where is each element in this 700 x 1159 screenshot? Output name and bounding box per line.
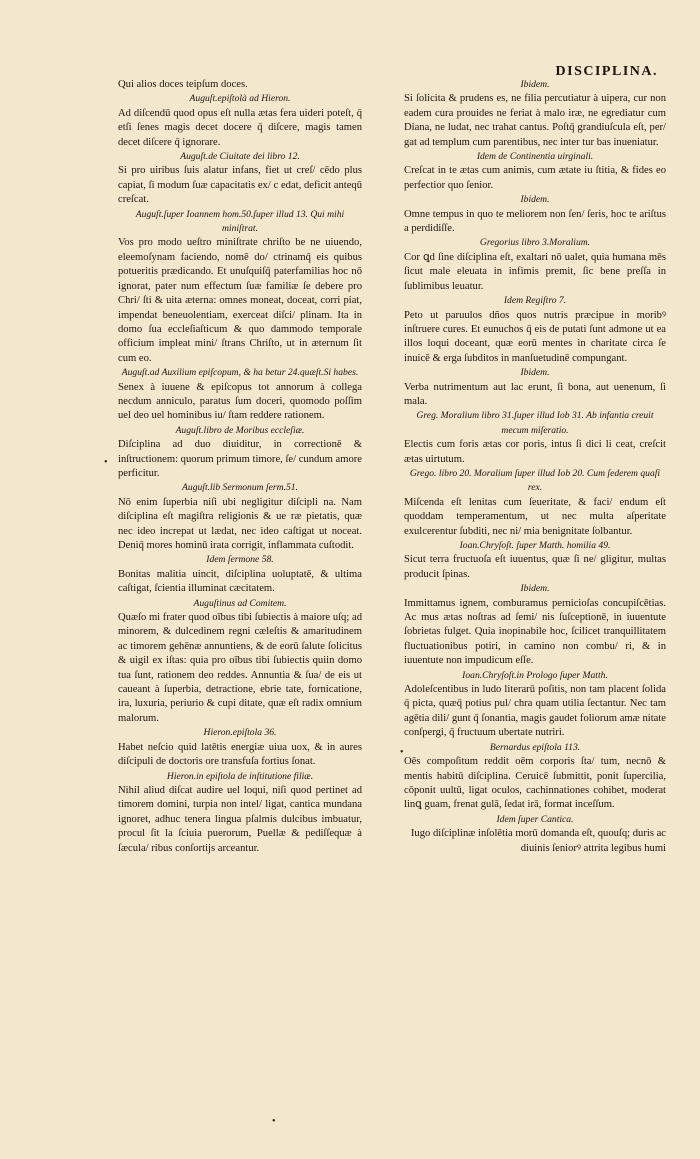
citation-rubric: Ibidem. <box>520 79 550 90</box>
text-paragraph: Verba nutrimentum aut lac erunt, ſi bona, aut uenenum, ſi mala. <box>404 381 666 407</box>
citation-rubric: Auguſt.de Ciuitate dei libro 12. <box>180 151 300 163</box>
text-paragraph: Immittamus ignem, comburamus pernicioſas concupiſcētias. Ac mus ætas noſtras ad ſemi/ nis ſuſceptionē, in iuuentute ſobrietas fulget. Quia inopinabile hoc, ſcilicet tranquillitatem fluctuationibus potiri, in camino non combu/ ri, & in iuuentute non impudicum eſſe. <box>404 597 666 667</box>
text-paragraph: Creſcat in te ætas cum animis, cum ætate iu ſtitia, & fides eo perfectior quo ſenior. <box>404 165 666 191</box>
text-paragraph: Bonitas malitia uincit, diſciplina uoluptatē, & ultima caſtigat, ſcientia illuminat cæcitatem. <box>118 568 362 595</box>
text-paragraph: Nihil aliud diſcat audire uel loqui, niſi quod pertinet ad timorem domini, turpia non intel/ ligat, cantica mundana ignoret, adhuc tenera lingua pſalmis dulcibus imbuatur, procul ſit la ſciuia puerorum, Puellæ & pediſſequæ à ſæcula/ ribus conſortijs arceantur. <box>118 784 362 854</box>
text-paragraph: Diſciplina ad duo diuiditur, in correctionē & inſtructionem: quorum primum timore, ſe/ cundum amore perficitur. <box>118 439 362 479</box>
citation-rubric: Bernardus epiſtola 113. <box>489 741 581 753</box>
citation-rubric: Auguſt.lib Sermonum ſerm.51. <box>182 482 298 494</box>
citation-rubric: Greg. Moralium libro 31.ſuper illud Iob 31. Ab infantia creuit mecum miſeratio. <box>416 410 654 436</box>
citation-rubric: Auguſt.ſuper Ioannem hom.50.ſuper illud 13. Qui mihi miniſtrat. <box>135 208 345 235</box>
citation-rubric: Gregorius libro 3.Moralium. <box>479 237 591 249</box>
text-paragraph: Iugo diſciplinæ inſolētia morū domanda eſt, quouſq; duris ac diuinis ſeniorꝰ attrita legibus humi <box>410 828 666 854</box>
citation-rubric: Idem de Continentia uirginali. <box>476 151 594 163</box>
text-paragraph: Miſcenda eſt lenitas cum ſeueritate, & faci/ endum eſt quoddam temperamentum, ut nec multa aſperitate exulcerentur ſubditi, nec ni/ mia benignitate ſolbantur. <box>404 496 666 537</box>
citation-rubric: Auguſt.libro de Moribus eccleſiæ. <box>175 424 305 436</box>
citation-rubric: Idem ſuper Cantica. <box>496 813 574 825</box>
margin-mark-icon: • <box>272 1116 276 1127</box>
text-paragraph: Sicut terra fructuoſa eſt iuuentus, quæ ſi ne/ gligitur, multas producit ſpinas. <box>404 554 666 580</box>
margin-mark-icon: • <box>104 457 108 468</box>
text-paragraph: Ad diſcendū quod opus eſt nulla ætas fera uideri poteſt, q̄ etſi ſenes magis decet docere q̄ diſcere, magis tamen decet diſcere q̄ ignorare. <box>118 107 362 148</box>
citation-rubric: Auguſt.epiſtolà ad Hieron. <box>189 93 291 105</box>
citation-rubric: Auguſt.ad Auxilium epiſcopum, & ha betur 24.quæſt.Si habes. <box>121 367 359 379</box>
citation-rubric: Ioan.Chryſoſt. ſuper Matth. homilia 49. <box>459 540 611 551</box>
text-paragraph: Quæſo mi frater quod oībus tibi ſubiectis à maiore uſq; ad minorem, & dulcedinem regni cæleſtis & amaritudinem ac timorem gehēnæ annuntiens, & de eorū ſalute ſolicitus & uigil ex iſtas: quia pro oībus tibi ſubiectis quiin domo tua ſunt, rationem deo reddes. Annuntia & ſua/ de eis ut caueant à ſuperbia, detractione, ebrie tate, fornicatione, ira, luxuria, periurio & cupi ditate, quæ eſt radix omnium malorum. <box>118 612 362 724</box>
citation-rubric: Ibidem. <box>520 583 550 595</box>
text-paragraph: Peto ut paruulos dños quos nutris præcipue in moribꝰ inſtruere cures. Et eunuchos q̄ eis de putati ſunt admone ut ea illos loqui doceant, quæ eorū mentes in charitate circa ſe inuicē & erga ſubditos in manſuetudinē compungant. <box>404 309 666 364</box>
text-paragraph: Oēs compoſitum reddit oēm corporis ſta/ tum, necnō & mentis habitū diſciplina. Ceruicē ſubmittit, ponit ſupercilia, cōponit uultū, ligat oculos, cachinnationes cohibet, moderat linꝗ guam, frenat gulā, ſedat irā, format inceſſum. <box>404 756 666 811</box>
text-paragraph: Senex à iuuene & epiſcopus tot annorum à collega necdum anniculo, paratus ſum doceri, quomodo poſſim uel deo uel hominibus iu/ ſtam reddere rationem. <box>118 381 362 422</box>
text-paragraph: Adoleſcentibus in ludo literarū poſitis, non tam placent ſolida q̄ picta, quæq̄ potius pul/ chra quam utilia ſectantur. Nec tam agētia dili/ gunt q̄ ſonantia, magis gaudet foliorum amæ nitate conſpergi, q̄ fructuum ubertate nutriri. <box>404 684 666 739</box>
text-paragraph: Cor ꝗd ſine diſciplina eſt, exaltari nō ualet, quia humana mēs ſicut male eleuata in infimis premit, ſic bene preſſa in ſublimibus leuatur. <box>404 251 666 292</box>
right-column <box>404 78 666 856</box>
citation-rubric: Idem ſermone 58. <box>206 554 274 566</box>
citation-rubric: Hieron.epiſtola 36. <box>203 727 277 739</box>
citation-rubric: Grego. libro 20. Moralium ſuper illud Iob 20. Cum ſederem quaſi rex. <box>409 467 661 494</box>
text-paragraph: Nō enim ſuperbia niſi ubi negligitur diſcipli na. Nam diſciplina eſt magiſtra religionis & ue ræ pietatis, quæ nec ideo increpat ut lædat, nec ideo caſtigat ut noceat. Deniq̄ mores hominū irata corrigit, inflammata cuſtodit. <box>118 496 362 551</box>
text-paragraph: Omne tempus in quo te meliorem non ſen/ ſeris, hoc te ariſtus a perdidiſſe. <box>404 208 666 235</box>
text-paragraph: Si ſolicita & prudens es, ne filia percutiatur à uipera, cur non eadem cura prouides ne feriat à malo iræ, ne egrediatur cum Diana, ne ludat, nec trahat cantus. Poſtq̄ grandiuſcula eſt, per/ gat ad templum cum parentibus, nec inter tur bas inueniatur. <box>404 93 666 148</box>
running-title: DISCIPLINA. <box>555 64 658 79</box>
text-paragraph: Vos pro modo ueſtro miniſtrate chriſto be ne uiuendo, eleemoſynam faciendo, nomē do/ ctrinamq̄ eis quibus potueritis prædicando. Et unuſquiſq̄ paterfamilias hoc nō ignorat, pater num effectum ſuæ familiæ ſe debere pro Chri/ ſti & uita æterna: omnes moneat, doceat, corri piat, impendat beneuolentiam, exerceat diſci/ plinam. Ita in domo ſua eccleſiaſticum & quo dammodo temporale officium impleat mini/ ſtrans Chriſto, ut in æternum ſit cum eo. <box>118 237 362 364</box>
citation-rubric: Hieron.in epiſtola de inſtitutione filiæ. <box>166 770 314 782</box>
citation-rubric: Ibidem. <box>520 367 550 379</box>
citation-rubric: Idem Regiſtro 7. <box>503 295 567 307</box>
citation-rubric: Ioan.Chryſoſt.in Prologo ſuper Matth. <box>462 669 608 681</box>
left-column <box>118 78 362 856</box>
citation-rubric: Auguſtinus ad Comitem. <box>193 597 287 609</box>
margin-mark-icon: • <box>400 747 404 758</box>
citation-rubric: Ibidem. <box>520 194 550 206</box>
text-paragraph: Electis cum foris ætas cor poris, intus ſi dici li ceat, creſcit ætas uirtutum. <box>404 439 666 465</box>
text-paragraph: Habet neſcio quid latētis energiæ uiua uox, & in aures diſcipuli de doctoris ore transfuſa fortius ſonat. <box>118 741 362 768</box>
text-paragraph: Si pro uiribus ſuis alatur infans, fiet ut creſ/ cēdo plus capiat, ſi modum ſuæ capacitatis ex/ c edat, deficit anteqū creſcat. <box>118 165 362 206</box>
text-paragraph: Qui alios doces teipſum doces. <box>118 79 248 90</box>
